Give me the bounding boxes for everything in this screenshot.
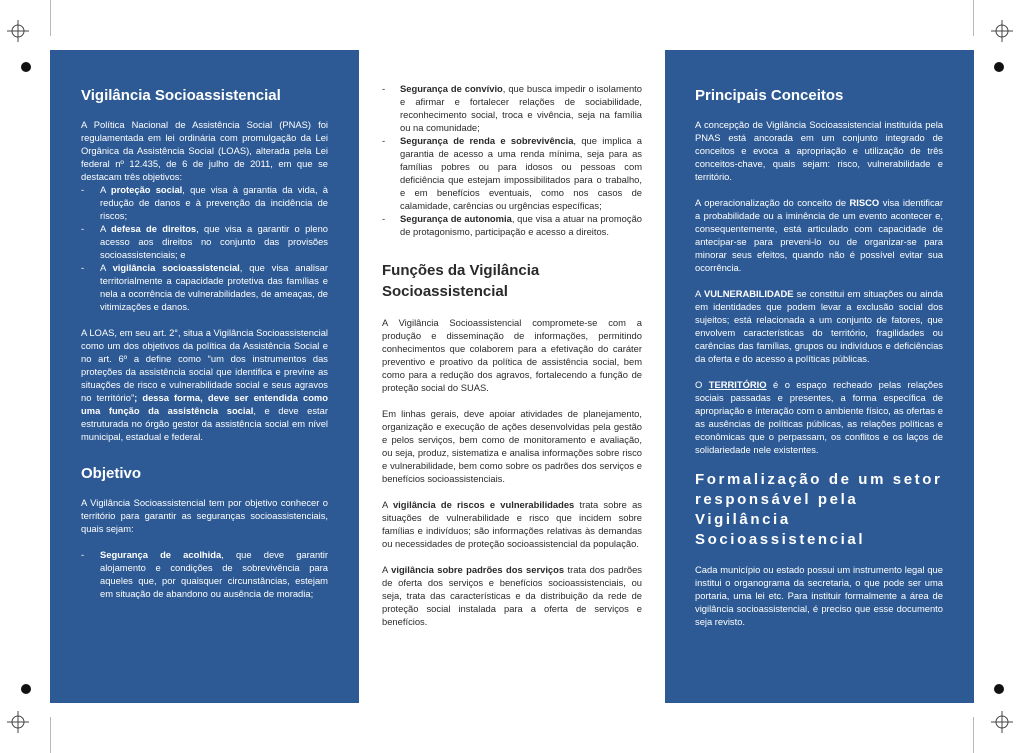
- concept-risco: A operacionalização do conceito de RISCO visa identificar a probabilidade ou a iminência de um evento acontecer e, consequentemente, está articulado com capacidade de antecipar-se para preveni-lo ou de organizar-se para minorar seus efeitos, quando não é possível evitar sua ocorrência.: [695, 197, 943, 273]
- list-item: - A proteção social, que visa à garantia da vida, à redução de danos e à prevenção da incidência de riscos;: [81, 184, 328, 221]
- list-item: - Segurança de autonomia, que visa a atuar na promoção de protagonismo, participação e acesso a direitos.: [382, 213, 643, 237]
- concept-territorio: O TERRITÓRIO é o espaço recheado pelas relações sociais passadas e presentes, a forma específica de apropriação e interação com o ambiente físico, as ofertas e as ausências de políticas públicas, as relações políticas e econômicas que o perpassam, os conflitos e os laços de solidariedade nele existentes.: [695, 379, 943, 455]
- seguranca-list-continued: [382, 82, 642, 238]
- crop-dot-icon: [994, 62, 1004, 72]
- registration-mark-icon: [7, 711, 29, 733]
- seguranca-list: [81, 548, 328, 600]
- middle-panel: [359, 50, 664, 703]
- functions-p3: A vigilância de riscos e vulnerabilidades trata sobre as situações de vulnerabilidade e risco que incidem sobre famílias e indivíduos; são informações relativas às demandas ou necessidades de proteção socioassistencial da população.: [382, 499, 642, 549]
- list-item: - A defesa de direitos, que visa a garantir o pleno acesso aos direitos no conjunto das provisões socioassistenciais; e: [81, 223, 329, 260]
- trim-line: [973, 0, 974, 36]
- crop-dot-icon: [21, 62, 31, 72]
- section-title-objetivo: Objetivo: [81, 465, 142, 482]
- registration-mark-icon: [7, 20, 29, 42]
- list-item: - Segurança de acolhida, que deve garantir alojamento e condições de sobrevivência para aqueles que, por quaisquer circunstâncias, estejam em situação de abandono ou ausência de moradia;: [81, 549, 328, 599]
- list-item: - Segurança de renda e sobrevivência, que implica a garantia de acesso a uma renda mínima, seja para as famílias pobres ou para idosos ou pessoas com deficiência que estejam impossibilitados para o trabalho, e em benefícios eventuais, como nos casos de calamidade, carências ou urgências específicas;: [382, 135, 642, 211]
- objective-text: A Vigilância Socioassistencial tem por objetivo conhecer o território para garantir as seguranças socioassistenciais, quais sejam:: [81, 497, 328, 534]
- section-title-formalizacao: Formalização de um setor responsável pela Vigilância Socioassistencial: [695, 471, 943, 548]
- right-panel: [665, 50, 974, 703]
- formal-text: Cada município ou estado possui um instrumento legal que institui o organograma da secretaria, o que pode ser uma portaria, uma lei etc. Para instituir formalmente a área de vigilância socioassistencial, é preciso que esse documento seja revisto.: [695, 564, 943, 627]
- registration-mark-icon: [991, 20, 1013, 42]
- trim-line: [973, 717, 974, 753]
- section-title-funcoes: Funções da Vigilância Socioassistencial: [382, 262, 540, 300]
- section-title-conceitos: Principais Conceitos: [695, 87, 844, 104]
- crop-dot-icon: [994, 684, 1004, 694]
- concept-vulnerabilidade: A VULNERABILIDADE se constitui em situações ou ainda em identidades que podem levar a exclusão social dos sujeitos; está relacionada a um conjunto de fatores, que envolvem características do território, fragilidades ou carências das famílias, grupos ou indivíduos e deficiências da oferta e do acesso a políticas públicas.: [695, 288, 943, 364]
- trim-line: [50, 717, 51, 753]
- loas-paragraph: A LOAS, em seu art. 2°, situa a Vigilância Socioassistencial como um dos objetivos da política da Assistência Social e no art. 6º a define como “um dos instrumentos das proteções da assistência social que identifica e previne as situações de risco e vulnerabilidade social e seus agravos no território”; dessa forma, deve ser entendida como uma função da assistência social, e deve estar estruturada no órgão gestor da assistência social em nível municipal, estadual e federal.: [81, 327, 328, 442]
- concepts-intro: A concepção de Vigilância Socioassistencial instituída pela PNAS está ancorada em um conjunto integrado de conceitos e evoca a apropriação e utilização de três conceitos-chave, quais sejam: risco, vulnerabilidade e território.: [695, 119, 943, 182]
- trim-line: [50, 0, 51, 36]
- objectives-list: [81, 183, 328, 313]
- list-item: - A vigilância socioassistencial, que visa analisar territorialmente a capacidade protetiva das famílias e nela a ocorrência de vulnerabilidades, de ameaças, de vitimizações e danos.: [81, 262, 328, 312]
- crop-dot-icon: [21, 684, 31, 694]
- left-panel: [50, 50, 359, 703]
- functions-p2: Em linhas gerais, deve apoiar atividades de planejamento, organização e execução de ações desenvolvidas pela gestão e pelos serviços, bem como de monitoramento e avaliação, ou seja, produz, sistematiza e analisa informações sobre risco e vulnerabilidade, bem como sobre os padrões dos serviços e benefícios socioassistenciais.: [382, 408, 642, 484]
- section-title-vigilancia: Vigilância Socioassistencial: [81, 87, 281, 104]
- functions-p4: A vigilância sobre padrões dos serviços trata dos padrões de oferta dos serviços e benefícios socioassistenciais, ou seja, trata das características e da distribuição da rede de proteção social instalada para a oferta de serviços e benefícios.: [382, 564, 642, 627]
- list-item: - Segurança de convívio, que busca impedir o isolamento e afirmar e fortalecer relações de sociabilidade, reconhecimento social, troca e vivência, seja na família ou na comunidade;: [382, 83, 642, 133]
- functions-p1: A Vigilância Socioassistencial compromete-se com a produção e disseminação de informações, permitindo conhecimentos que colaborem para a efetivação do caráter preventivo e proativo da política de assistência social, bem como para a redução dos agravos, fortalecendo a função de proteção social do SUAS.: [382, 317, 642, 393]
- registration-mark-icon: [991, 711, 1013, 733]
- pnas-intro: A Política Nacional de Assistência Social (PNAS) foi regulamentada em lei ordinária com promulgação da Lei Orgânica da Assistência Social (LOAS), alterada pela Lei federal nº 12.435, de 6 de julho de 2011, em que se destacam três objetivos:: [81, 119, 328, 182]
